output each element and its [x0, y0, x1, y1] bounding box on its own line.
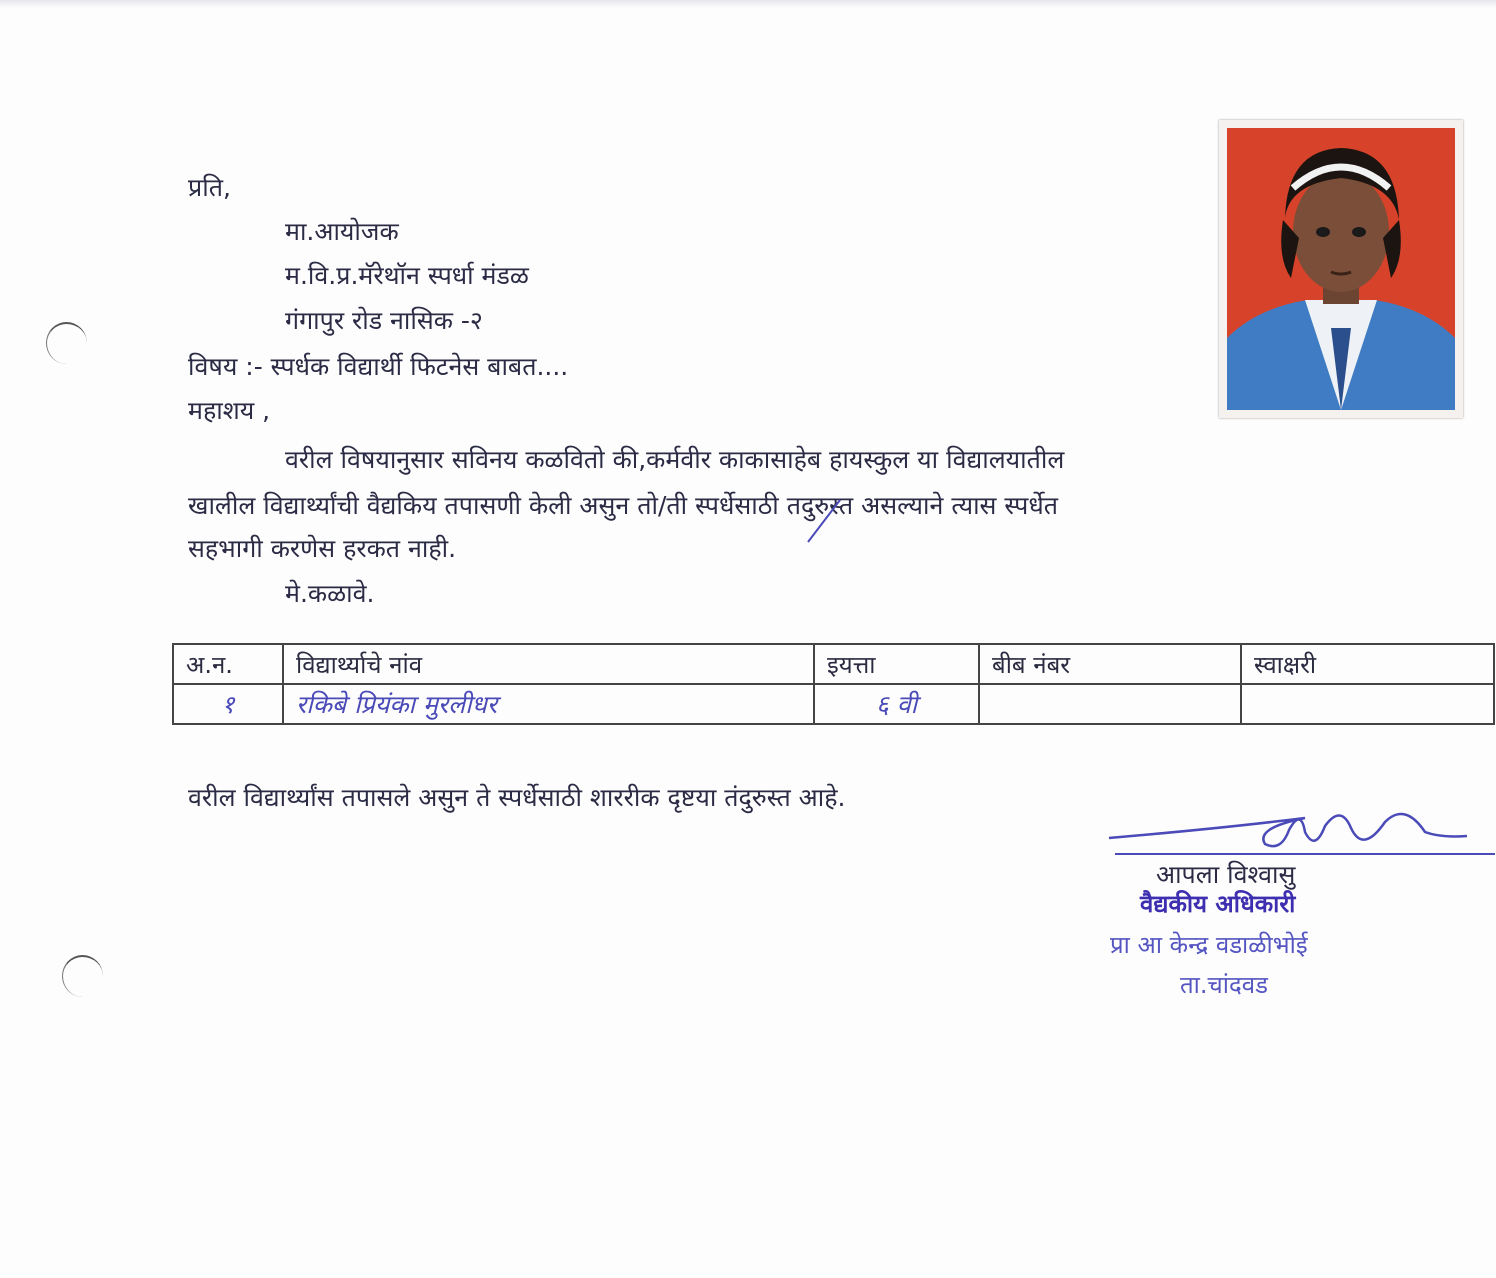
salutation-to: प्रति, — [188, 173, 231, 202]
row-signature — [1241, 684, 1494, 724]
row-class: ६ वी — [814, 684, 979, 724]
row-student-name: रकिबे प्रियंका मुरलीधर — [283, 684, 814, 724]
stamp-center: प्रा आ केन्द्र वडाळीभोई — [1110, 931, 1308, 959]
scan-edge — [0, 0, 1496, 8]
body-line: वरील विषयानुसार सविनय कळवितो की,कर्मवीर काकासाहेब हायस्कुल या विद्यालयातील — [285, 445, 1065, 474]
yours-faithfully: आपला विश्वासु — [1156, 860, 1296, 889]
closing-note: मे.कळावे. — [285, 579, 375, 608]
header-signature: स्वाक्षरी — [1241, 644, 1494, 684]
greeting: महाशय , — [188, 396, 271, 425]
student-photo — [1219, 120, 1463, 418]
row-bib-number — [979, 684, 1241, 724]
header-serial: अ.न. — [173, 644, 283, 684]
addressee-line: मा.आयोजक — [285, 217, 399, 246]
pen-strike-mark — [806, 496, 846, 544]
certification-text: वरील विद्यार्थ्यांस तपासले असुन ते स्पर्धेसाठी शाररीक दृष्टया तंदुरुस्त आहे. — [188, 783, 846, 812]
body-line: खालील विद्यार्थ्यांची वैद्यकिय तपासणी केली असुन तो/ती स्पर्धेसाठी तदुरुस्त असल्याने त्यास स्पर्धेत — [188, 491, 1058, 520]
subject-line: विषय :- स्पर्धक विद्यार्थी फिटनेस बाबत.... — [188, 352, 569, 381]
row-serial: १ — [173, 684, 283, 724]
stamp-title: वैद्यकीय अधिकारी — [1140, 890, 1296, 918]
stamp-taluka: ता.चांदवड — [1180, 971, 1268, 999]
addressee-line: गंगापुर रोड नासिक -२ — [285, 306, 483, 335]
body-line: सहभागी करणेस हरकत नाही. — [188, 534, 457, 563]
header-class: इयत्ता — [814, 644, 979, 684]
header-bib-number: बीब नंबर — [979, 644, 1241, 684]
student-table — [172, 643, 1495, 725]
header-student-name: विद्यार्थ्याचे नांव — [283, 644, 814, 684]
table-header-row — [173, 644, 1494, 684]
table-row — [173, 684, 1494, 724]
addressee-line: म.वि.प्र.मॅरेथॉन स्पर्धा मंडळ — [285, 261, 529, 290]
punch-hole — [46, 322, 87, 364]
punch-hole — [62, 955, 103, 997]
